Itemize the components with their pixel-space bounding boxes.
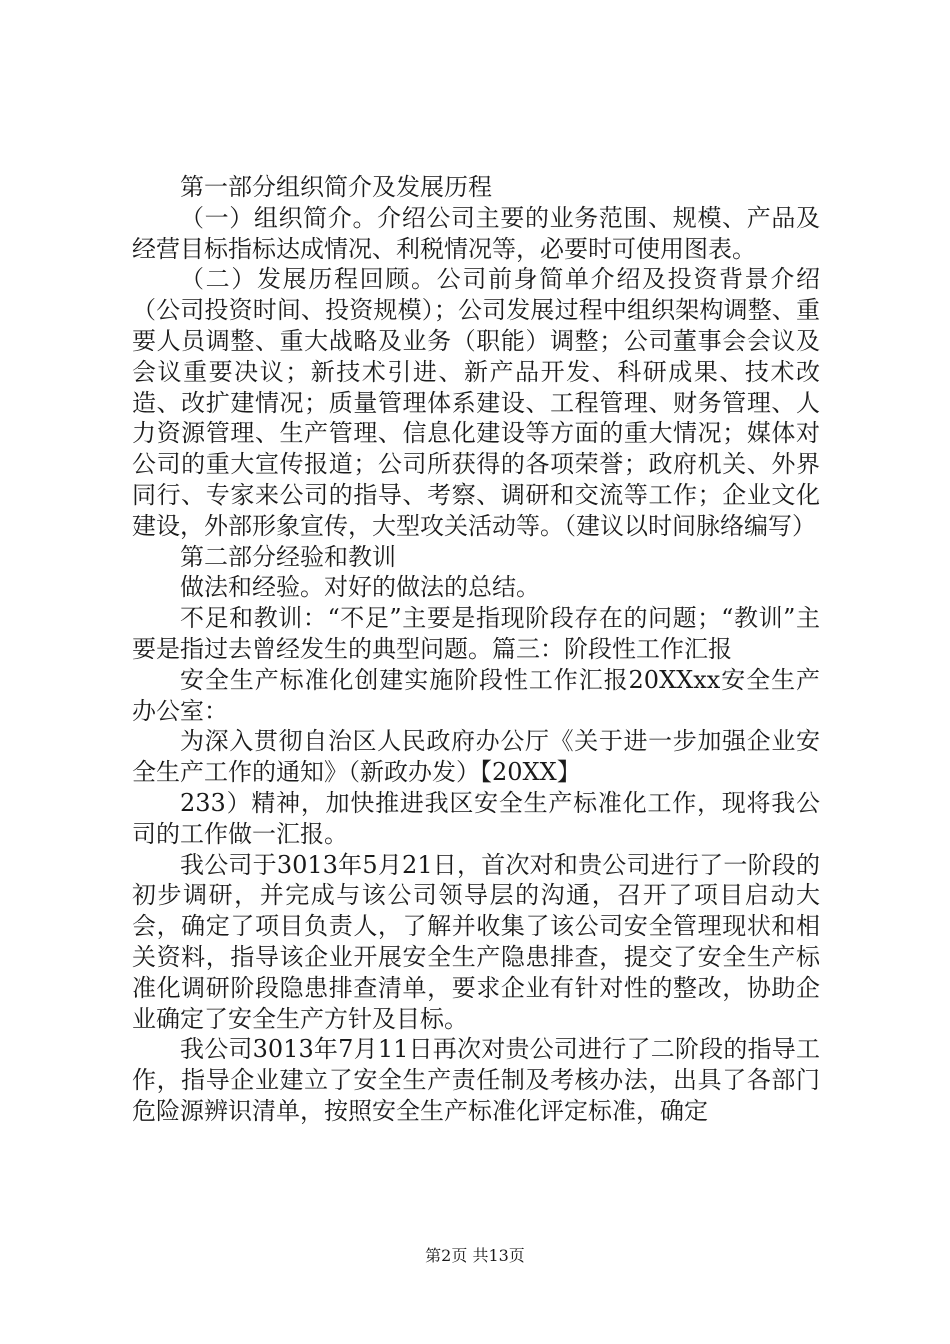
paragraph-notice-ref: 为深入贯彻自治区人民政府办公厅《关于进一步加强企业安全生产工作的通知》（新政办发）【20XX】 [132, 727, 820, 787]
paragraph-org-intro: （一）组织简介。介绍公司主要的业务范围、规模、产品及经营目标指标达成情况、利税情况等，必要时可使用图表。 [132, 203, 820, 263]
document-body [132, 172, 820, 1127]
section-heading-part2: 第二部分经验和教训 [180, 542, 396, 571]
page-number-footer: 第2页 共13页 [425, 1246, 525, 1265]
paragraph-practices: 做法和经验。对好的做法的总结。 [180, 573, 540, 602]
paragraph-phase-one: 我公司于3013年5月21日，首次对和贵公司进行了一阶段的初步调研，并完成与该公司领导层的沟通，召开了项目启动大会，确定了项目负责人，了解并收集了该公司安全管理现状和相关资料，指导该企业开展安全生产隐患排查，提交了安全生产标准化调研阶段隐患排查清单，要求企业有针对性的整改，协助企业确定了安全生产方针及目标。 [132, 850, 820, 1033]
paragraph-lessons: 不足和教训：“不足”主要是指现阶段存在的问题；“教训”主要是指过去曾经发生的典型问题。篇三：阶段性工作汇报 [132, 604, 820, 663]
paragraph-report-title: 安全生产标准化创建实施阶段性工作汇报20XXxx安全生产办公室： [132, 665, 820, 725]
paragraph-history-review: （二）发展历程回顾。公司前身简单介绍及投资背景介绍（公司投资时间、投资规模）；公司发展过程中组织架构调整、重要人员调整、重大战略及业务（职能）调整；公司董事会会议及会议重要决议；新技术引进、新产品开发、科研成果、技术改造、改扩建情况；质量管理体系建设、工程管理、财务管理、人力资源管理、生产管理、信息化建设等方面的重大情况；媒体对公司的重大宣传报道；公司所获得的各项荣誉；政府机关、外界同行、专家来公司的指导、考察、调研和交流等工作；企业文化建设，外部形象宣传，大型攻关活动等。（建议以时间脉络编写） [132, 265, 820, 540]
paragraph-spirit: 233）精神，加快推进我区安全生产标准化工作，现将我公司的工作做一汇报。 [132, 788, 820, 848]
section-heading-part1: 第一部分组织简介及发展历程 [180, 173, 492, 201]
paragraph-phase-two: 我公司3013年7月11日再次对贵公司进行了二阶段的指导工作，指导企业建立了安全生产责任制及考核办法，出具了各部门危险源辨识清单，按照安全生产标准化评定标准，确定 [132, 1035, 820, 1125]
